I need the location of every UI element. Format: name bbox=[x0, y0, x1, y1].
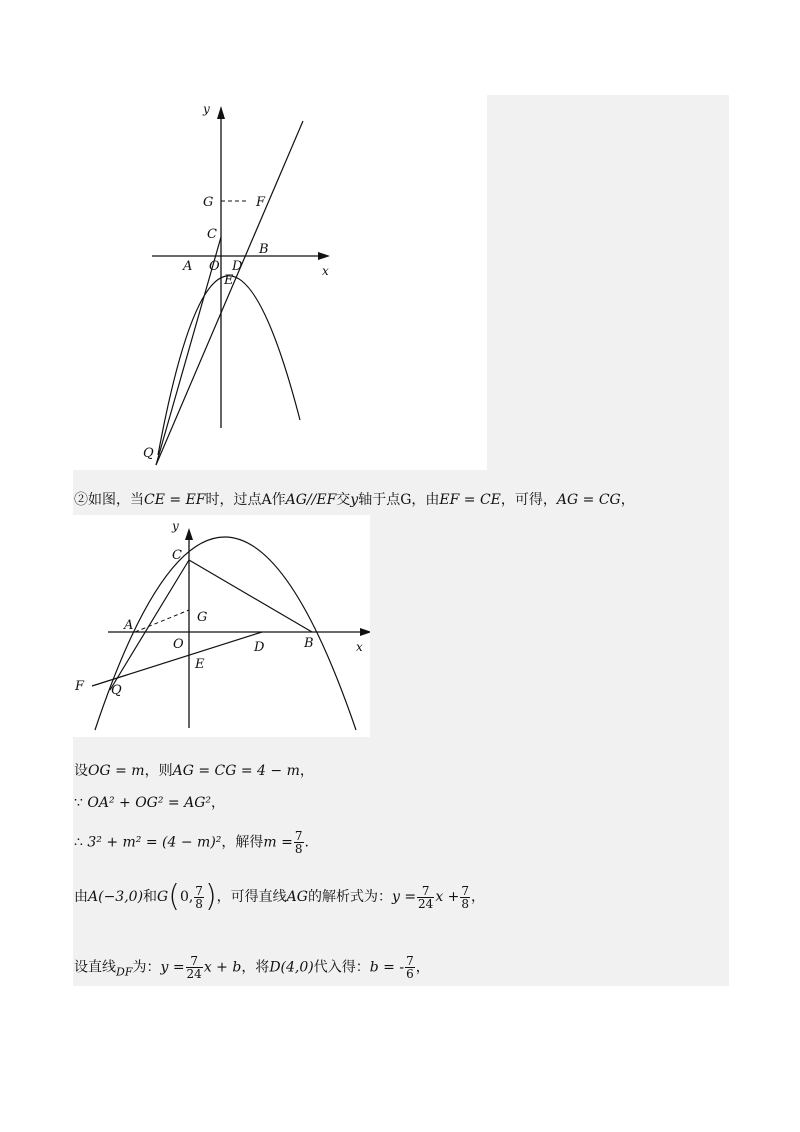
figure1-label-G: G bbox=[203, 195, 214, 210]
therefore-symbol: ∴ bbox=[74, 834, 83, 851]
figure1-line-qf bbox=[156, 121, 303, 465]
figure1-panel bbox=[487, 95, 729, 470]
df-text-4: 代入得： bbox=[313, 959, 370, 976]
because-end: ， bbox=[211, 795, 226, 811]
ag-end: ， bbox=[471, 889, 486, 905]
set-m-eq-ag-cg: AG = CG = 4 − m bbox=[172, 763, 300, 779]
df-text-1: 设直线 bbox=[74, 959, 116, 976]
ag-point-a: A(−3,0) bbox=[88, 889, 144, 905]
df-x-term: x + b bbox=[203, 959, 242, 976]
ag-intercept-denominator: 8 bbox=[461, 896, 470, 911]
figure1-label-y: y bbox=[203, 102, 210, 116]
therefore-numerator: 7 bbox=[294, 829, 303, 843]
figure1-label-F: F bbox=[256, 195, 266, 210]
case2-text-6: ，由 bbox=[411, 492, 440, 508]
ag-slope-fraction bbox=[417, 885, 434, 910]
ag-line bbox=[74, 879, 486, 914]
figure1-label-A: A bbox=[183, 259, 193, 274]
ag-intercept-fraction bbox=[460, 885, 470, 910]
case2-eq-ag-parallel: AG//EF bbox=[285, 492, 337, 508]
therefore-line bbox=[74, 830, 309, 855]
figure2-label-C: C bbox=[172, 548, 182, 563]
case2-eq-ef-ce: EF = CE bbox=[439, 492, 501, 508]
figure2 bbox=[73, 515, 370, 737]
figure2-label-Q: Q bbox=[111, 683, 122, 698]
figure2-label-B: B bbox=[304, 636, 314, 651]
ag-g-numerator: 7 bbox=[195, 883, 203, 898]
figure2-label-y: y bbox=[172, 519, 179, 533]
figure1-label-D: D bbox=[232, 259, 243, 274]
ag-x-term: x + bbox=[435, 889, 460, 905]
therefore-end: . bbox=[304, 834, 309, 851]
df-b-fraction bbox=[405, 955, 415, 980]
ag-intercept-numerator: 7 bbox=[461, 883, 470, 898]
case2-text-8: ， bbox=[620, 492, 635, 508]
df-line bbox=[74, 955, 430, 980]
set-m-eq-og: OG = m bbox=[88, 763, 145, 779]
figure1-label-B: B bbox=[259, 242, 269, 257]
figure2-label-x: x bbox=[356, 640, 363, 654]
figure2-label-E: E bbox=[195, 657, 205, 672]
df-b-numerator: 7 bbox=[406, 954, 414, 968]
because-symbol: ∵ bbox=[74, 795, 83, 811]
ag-text-3: ，可得直线 bbox=[216, 889, 287, 905]
ag-text-4: 的解析式为： bbox=[307, 889, 392, 905]
because-eq: OA² + OG² = AG² bbox=[87, 795, 212, 811]
case2-point-a: A bbox=[261, 492, 272, 508]
ag-g-denominator: 8 bbox=[195, 896, 203, 911]
therefore-eq: 3² + m² = (4 − m)² bbox=[87, 834, 222, 851]
figure2-label-O: O bbox=[173, 637, 184, 652]
set-m-text-2: ，则 bbox=[144, 763, 173, 779]
df-slope-fraction bbox=[186, 955, 203, 980]
df-b-denominator: 6 bbox=[406, 967, 414, 981]
case2-y-var: y bbox=[350, 492, 359, 508]
therefore-m: m = bbox=[263, 834, 293, 851]
case2-text-5: 轴于点 bbox=[358, 492, 401, 508]
case2-text-7: ，可得， bbox=[500, 492, 557, 508]
df-line-name: DF bbox=[116, 965, 133, 979]
ag-point-g: G bbox=[157, 889, 169, 905]
case2-text-2: 时，过点 bbox=[205, 492, 262, 508]
ag-g-fraction bbox=[194, 885, 204, 910]
case2-point-g: G bbox=[400, 492, 412, 508]
figure2-label-F: F bbox=[75, 679, 85, 694]
figure1-x-arrow bbox=[318, 252, 330, 260]
ag-g-x: 0, bbox=[179, 889, 194, 905]
therefore-denominator: 8 bbox=[294, 842, 303, 856]
set-m-text-3: ， bbox=[299, 763, 314, 779]
ag-line-name: AG bbox=[286, 889, 308, 905]
figure2-label-G: G bbox=[197, 610, 208, 625]
case2-text-3: 作 bbox=[271, 492, 286, 508]
set-m-text-1: 设 bbox=[74, 763, 88, 779]
df-slope-numerator: 7 bbox=[186, 955, 203, 968]
ag-slope-numerator: 7 bbox=[417, 885, 434, 898]
figure1-label-E: E bbox=[224, 273, 234, 288]
case2-text-1: ②如图，当 bbox=[74, 492, 144, 508]
figure1-label-x: x bbox=[322, 264, 329, 278]
df-end: ， bbox=[415, 959, 430, 976]
case2-line bbox=[74, 493, 635, 507]
therefore-fraction bbox=[294, 830, 304, 855]
case2-text-4: 交 bbox=[336, 492, 351, 508]
figure1-label-C: C bbox=[207, 227, 217, 242]
because-line bbox=[74, 796, 225, 810]
df-point-d: D(4,0) bbox=[269, 959, 314, 976]
ag-text-1: 由 bbox=[74, 889, 88, 905]
figure1-label-Q: Q bbox=[143, 446, 154, 461]
therefore-text: ，解得 bbox=[221, 834, 264, 851]
ag-text-2: 和 bbox=[143, 889, 158, 905]
figure2-background bbox=[73, 515, 370, 737]
set-m-line bbox=[74, 764, 314, 778]
df-slope-denominator: 24 bbox=[186, 967, 202, 981]
figure1 bbox=[140, 95, 340, 470]
ag-y: y = bbox=[391, 889, 417, 905]
figure1-y-arrow bbox=[217, 106, 225, 119]
df-text-2: 为： bbox=[132, 959, 161, 976]
figure1-label-O: O bbox=[209, 259, 220, 274]
case2-eq-ag-cg: AG = CG bbox=[556, 492, 621, 508]
ag-slope-denominator: 24 bbox=[418, 896, 434, 911]
df-y: y = bbox=[160, 959, 185, 976]
df-b: b = - bbox=[369, 959, 405, 976]
ag-paren-left: ( bbox=[168, 879, 180, 914]
figure2-label-D: D bbox=[254, 640, 265, 655]
df-text-3: ，将 bbox=[241, 959, 270, 976]
ag-paren-right: ) bbox=[204, 879, 217, 914]
figure1-parabola bbox=[158, 276, 300, 455]
figure2-label-A: A bbox=[124, 618, 134, 633]
case2-eq-ce-ef: CE = EF bbox=[144, 492, 206, 508]
